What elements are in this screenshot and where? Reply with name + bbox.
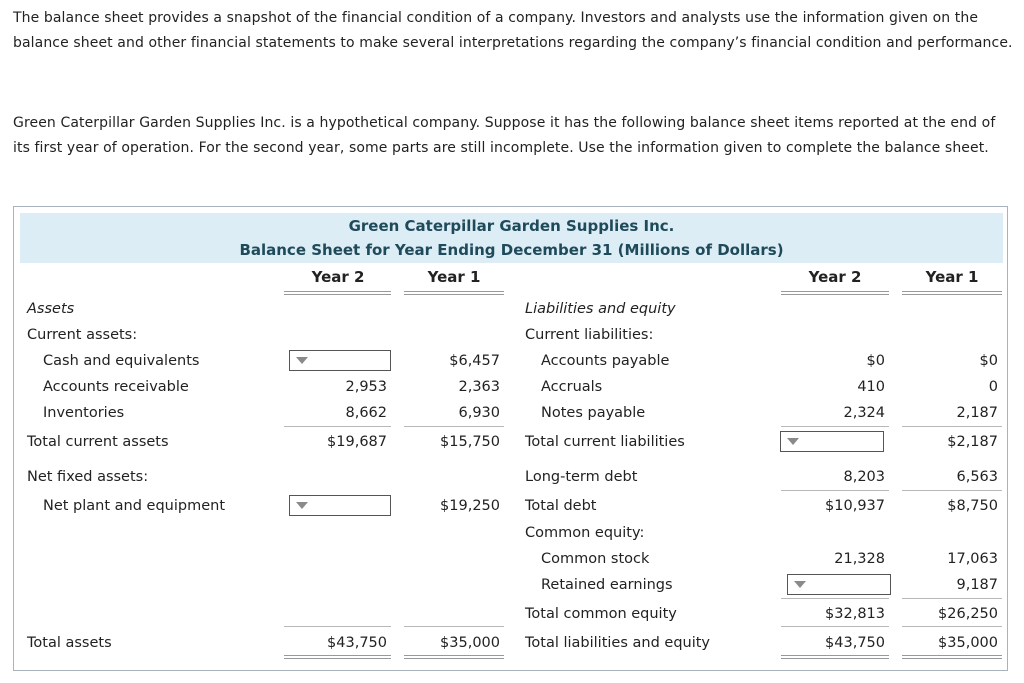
- tcl-year1: $2,187: [947, 434, 998, 450]
- accruals-year2: 410: [857, 379, 885, 395]
- tca-rule-y1: [404, 426, 504, 427]
- left-y2-header-rule: [284, 291, 391, 295]
- td-year2: $10,937: [825, 498, 885, 514]
- tcl-label: Total current liabilities: [525, 434, 685, 450]
- ta-rule-y2: [284, 626, 391, 627]
- re-year2-dropdown[interactable]: [787, 574, 891, 595]
- ar-year1: 2,363: [458, 379, 500, 395]
- tcl-year2-dropdown[interactable]: [780, 431, 884, 452]
- np-label: Notes payable: [541, 405, 646, 421]
- tca-rule-y2: [284, 426, 391, 427]
- ltd-label: Long-term debt: [525, 469, 638, 485]
- npe-year2-dropdown[interactable]: [289, 495, 391, 516]
- left-col-year1: Year 1: [427, 268, 481, 286]
- chevron-down-icon: [787, 438, 799, 445]
- tca-year2: $19,687: [327, 434, 387, 450]
- ar-label: Accounts receivable: [43, 379, 189, 395]
- tce-rule-y1: [902, 598, 1002, 599]
- right-col-year2: Year 2: [808, 268, 862, 286]
- cs-label: Common stock: [541, 551, 650, 567]
- tca-year1: $15,750: [440, 434, 500, 450]
- le-heading: Liabilities and equity: [525, 301, 676, 317]
- right-col-year1: Year 1: [925, 268, 979, 286]
- ltd-year2: 8,203: [843, 469, 885, 485]
- assets-heading: Assets: [27, 301, 75, 317]
- ta-double-rule-y2: [284, 655, 391, 659]
- intro-paragraph-2: Green Caterpillar Garden Supplies Inc. is a hypothetical company. Suppose it has the following balance sheet items reported at the end of its first year of operation. For the second year, some parts are still incomplete. Use the information given to complete the balance sheet.: [13, 115, 996, 156]
- tcl-rule-y2: [781, 426, 889, 427]
- right-y1-header-rule: [902, 291, 1002, 295]
- inventories-year2: 8,662: [345, 405, 387, 421]
- chevron-down-icon: [296, 502, 308, 509]
- tce-label: Total common equity: [525, 606, 677, 622]
- tle-double-rule-y1: [902, 655, 1002, 659]
- tle-year2: $43,750: [825, 635, 885, 651]
- left-col-year2: Year 2: [311, 268, 365, 286]
- sheet-subtitle: Balance Sheet for Year Ending December 31 (Millions of Dollars): [239, 241, 784, 259]
- ce-heading: Common equity:: [525, 525, 645, 541]
- tcl-rule-y1: [902, 426, 1002, 427]
- current-assets-heading: Current assets:: [27, 327, 138, 343]
- accruals-label: Accruals: [541, 379, 603, 395]
- tce-rule-y2: [781, 598, 889, 599]
- cash-year1: $6,457: [449, 353, 500, 369]
- td-rule-y2: [781, 490, 889, 491]
- inventories-label: Inventories: [43, 405, 125, 421]
- np-year1: 2,187: [956, 405, 998, 421]
- tle-label: Total liabilities and equity: [525, 635, 711, 651]
- ta-year2: $43,750: [327, 635, 387, 651]
- ltd-year1: 6,563: [956, 469, 998, 485]
- tca-label: Total current assets: [27, 434, 169, 450]
- cash-label: Cash and equivalents: [43, 353, 200, 369]
- chevron-down-icon: [296, 357, 308, 364]
- cs-year2: 21,328: [834, 551, 885, 567]
- td-label: Total debt: [525, 498, 597, 514]
- ta-year1: $35,000: [440, 635, 500, 651]
- ap-year2: $0: [866, 353, 885, 369]
- td-year1: $8,750: [947, 498, 998, 514]
- td-rule-y1: [902, 490, 1002, 491]
- ar-year2: 2,953: [345, 379, 387, 395]
- tce-year1: $26,250: [938, 606, 998, 622]
- ap-label: Accounts payable: [541, 353, 670, 369]
- tle-double-rule-y2: [781, 655, 889, 659]
- tle-year1: $35,000: [938, 635, 998, 651]
- balance-sheet: [13, 206, 1008, 671]
- ap-year1: $0: [979, 353, 998, 369]
- chevron-down-icon: [794, 581, 806, 588]
- tce-year2: $32,813: [825, 606, 885, 622]
- re-year1: 9,187: [956, 577, 998, 593]
- left-y1-header-rule: [404, 291, 504, 295]
- ta-label: Total assets: [27, 635, 112, 651]
- npe-year1: $19,250: [440, 498, 500, 514]
- right-y2-header-rule: [781, 291, 889, 295]
- ta-double-rule-y1: [404, 655, 504, 659]
- accruals-year1: 0: [988, 379, 998, 395]
- np-year2: 2,324: [843, 405, 885, 421]
- re-label: Retained earnings: [541, 577, 673, 593]
- cs-year1: 17,063: [947, 551, 998, 567]
- cl-heading: Current liabilities:: [525, 327, 654, 343]
- tle-rule-y2: [781, 626, 889, 627]
- cash-year2-dropdown[interactable]: [289, 350, 391, 371]
- tle-rule-y1: [902, 626, 1002, 627]
- company-title: Green Caterpillar Garden Supplies Inc.: [348, 217, 675, 235]
- nfa-heading: Net fixed assets:: [27, 469, 149, 485]
- ta-rule-y1: [404, 626, 504, 627]
- inventories-year1: 6,930: [458, 405, 500, 421]
- npe-label: Net plant and equipment: [43, 498, 226, 514]
- intro-paragraph-1: The balance sheet provides a snapshot of the financial condition of a company. Investors and analysts use the information given on the balance sheet and other financial statements to make several interpretations regarding the company’s financial condition and performance.: [13, 10, 1013, 51]
